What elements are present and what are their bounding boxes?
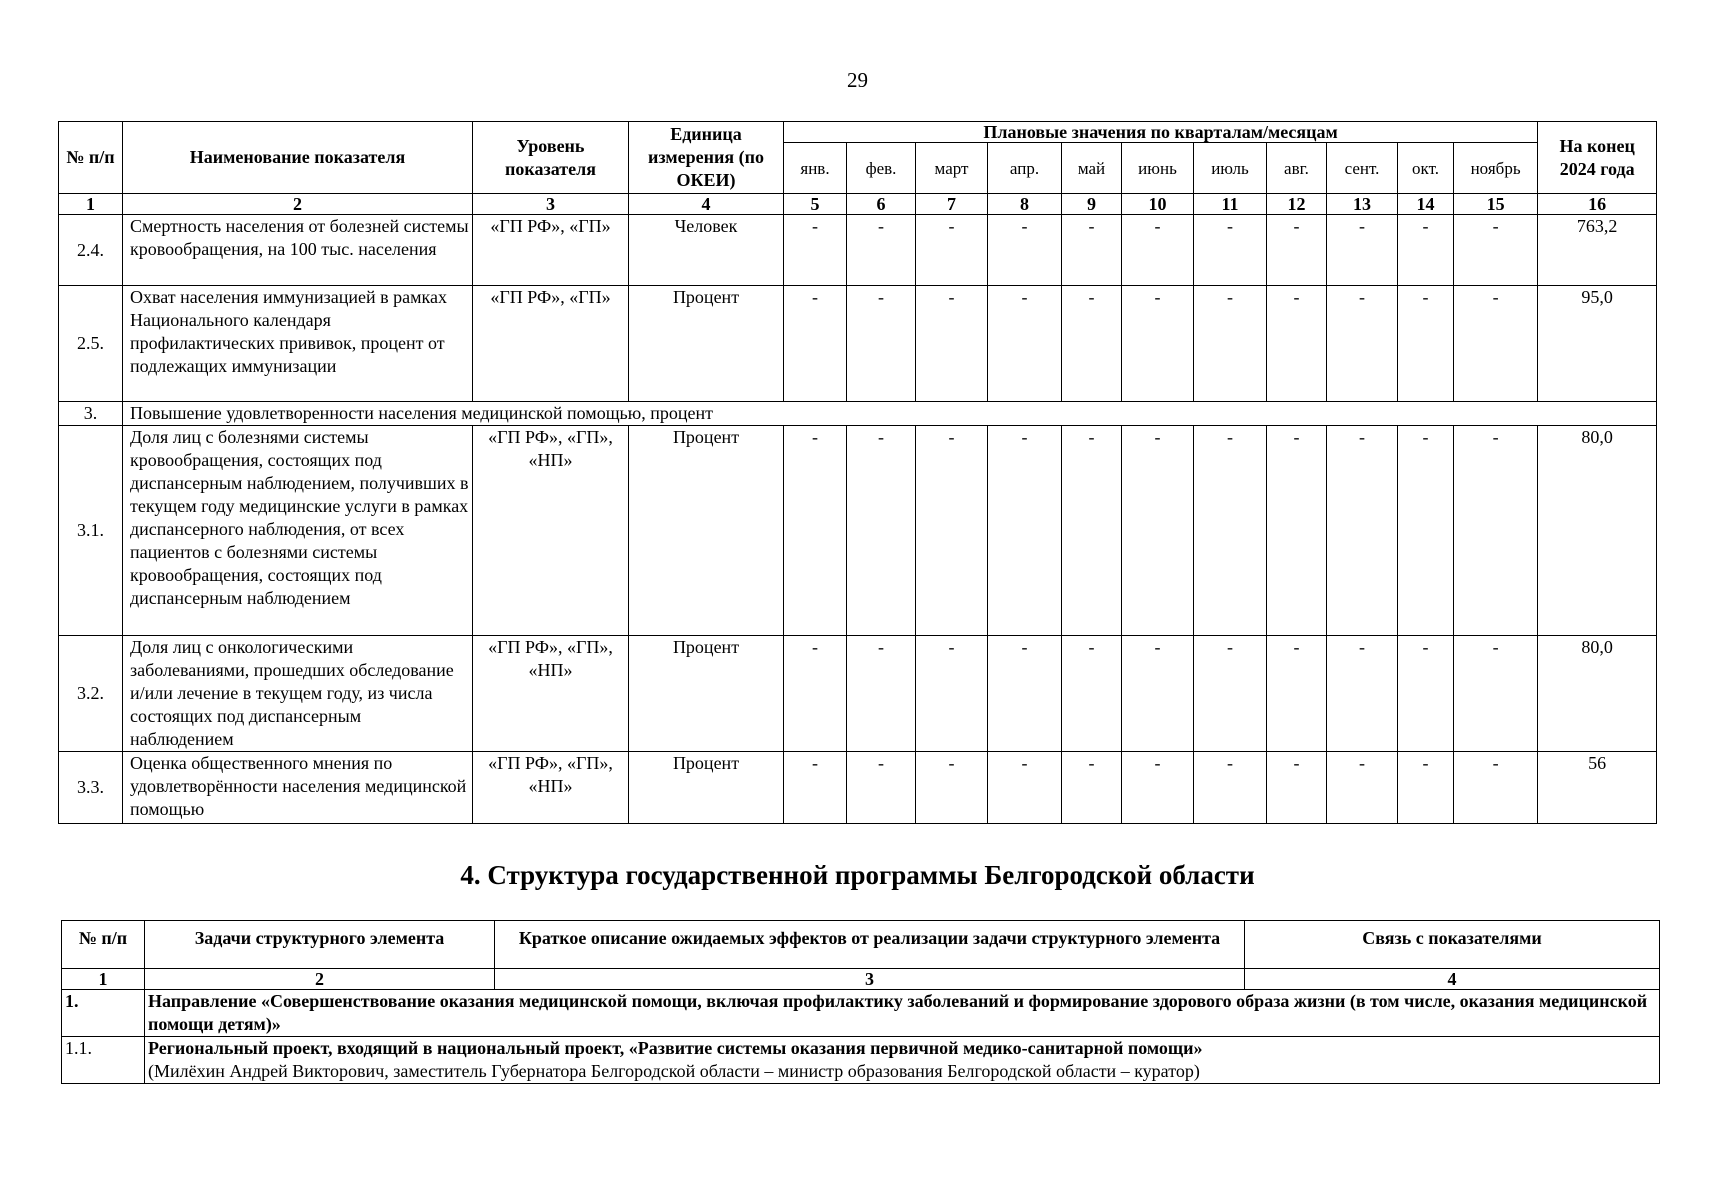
indicator-level: «ГП РФ», «ГП», «НП»	[473, 752, 629, 824]
row-number: 3.2.	[59, 636, 123, 752]
month-value: -	[847, 215, 916, 286]
month-value: -	[1454, 426, 1538, 636]
month-value: -	[916, 215, 988, 286]
column-numbers-row	[59, 194, 1657, 215]
month-value: -	[1267, 426, 1327, 636]
row-number: 1.	[62, 990, 145, 1037]
indicator-total: 80,0	[1538, 426, 1657, 636]
indicator-unit: Процент	[629, 426, 784, 636]
month-value: -	[1327, 215, 1398, 286]
indicator-level: «ГП РФ», «ГП», «НП»	[473, 426, 629, 636]
column-number: 6	[847, 194, 916, 215]
header-end: На конец 2024 года	[1538, 122, 1657, 194]
row-number: 2.5.	[59, 286, 123, 402]
month-value: -	[988, 636, 1062, 752]
indicator-level: «ГП РФ», «ГП»	[473, 215, 629, 286]
column-number: 11	[1194, 194, 1267, 215]
month-value: -	[1398, 752, 1454, 824]
table-row	[59, 752, 1657, 824]
column-number: 15	[1454, 194, 1538, 215]
column-number: 2	[145, 969, 495, 990]
month-value: -	[916, 286, 988, 402]
month-header: янв.	[784, 143, 847, 194]
month-value: -	[1062, 426, 1122, 636]
month-value: -	[1454, 636, 1538, 752]
table-row	[62, 1037, 1660, 1084]
indicator-unit: Процент	[629, 636, 784, 752]
indicators-table	[58, 121, 1657, 824]
month-value: -	[1454, 752, 1538, 824]
month-header: фев.	[847, 143, 916, 194]
column-number: 4	[629, 194, 784, 215]
column-number: 3	[473, 194, 629, 215]
month-value: -	[1194, 752, 1267, 824]
indicator-unit: Процент	[629, 752, 784, 824]
project-curator: (Милёхин Андрей Викторович, заместитель Губернатора Белгородской области – министр образования Белгородской области – куратор)	[148, 1061, 1200, 1081]
month-value: -	[1327, 426, 1398, 636]
month-value: -	[1194, 426, 1267, 636]
indicator-name: Смертность населения от болезней системы кровообращения, на 100 тыс. населения	[123, 215, 473, 286]
indicator-name: Доля лиц с болезнями системы кровообращения, состоящих под диспансерным наблюдением, получивших в текущем году медицинские услуги в рамках диспансерного наблюдения, от всех пациентов с болезнями системы кровообращения, состоящих под диспансерным наблюдением	[123, 426, 473, 636]
header-row	[62, 921, 1660, 969]
header-level: Уровень показателя	[473, 122, 629, 194]
month-value: -	[1327, 286, 1398, 402]
indicator-name: Охват населения иммунизацией в рамках Национального календаря профилактических прививок, процент от подлежащих иммунизации	[123, 286, 473, 402]
column-number: 8	[988, 194, 1062, 215]
header-description: Краткое описание ожидаемых эффектов от реализации задачи структурного элемента	[495, 921, 1245, 969]
month-value: -	[784, 426, 847, 636]
column-number: 1	[59, 194, 123, 215]
month-value: -	[916, 752, 988, 824]
month-value: -	[784, 215, 847, 286]
indicator-level: «ГП РФ», «ГП»	[473, 286, 629, 402]
header-tasks: Задачи структурного элемента	[145, 921, 495, 969]
column-numbers-row	[62, 969, 1660, 990]
indicator-name: Доля лиц с онкологическими заболеваниями, прошедших обследование и/или лечение в текущем году, из числа состоящих под диспансерным наблюдением	[123, 636, 473, 752]
header-num: № п/п	[59, 122, 123, 194]
month-value: -	[1122, 286, 1194, 402]
indicator-level: «ГП РФ», «ГП», «НП»	[473, 636, 629, 752]
table-row	[62, 990, 1660, 1037]
month-value: -	[1398, 286, 1454, 402]
header-name: Наименование показателя	[123, 122, 473, 194]
section-number: 3.	[59, 402, 123, 426]
indicator-total: 56	[1538, 752, 1657, 824]
header-row	[59, 122, 1657, 143]
month-value: -	[1122, 426, 1194, 636]
page-number: 29	[847, 68, 868, 92]
month-value: -	[1267, 752, 1327, 824]
month-value: -	[1327, 752, 1398, 824]
indicator-total: 95,0	[1538, 286, 1657, 402]
indicator-total: 763,2	[1538, 215, 1657, 286]
month-value: -	[784, 752, 847, 824]
month-value: -	[1398, 426, 1454, 636]
month-value: -	[988, 215, 1062, 286]
column-number: 9	[1062, 194, 1122, 215]
header-planned: Плановые значения по кварталам/месяцам	[784, 122, 1538, 143]
month-value: -	[1267, 636, 1327, 752]
column-number: 1	[62, 969, 145, 990]
row-number: 1.1.	[62, 1037, 145, 1084]
month-value: -	[1122, 215, 1194, 286]
header-link: Связь с показателями	[1245, 921, 1660, 969]
month-value: -	[1122, 636, 1194, 752]
header-unit: Единица измерения (по ОКЕИ)	[629, 122, 784, 194]
column-number: 5	[784, 194, 847, 215]
month-header: сент.	[1327, 143, 1398, 194]
indicator-total: 80,0	[1538, 636, 1657, 752]
month-header: апр.	[988, 143, 1062, 194]
month-value: -	[1454, 286, 1538, 402]
month-value: -	[1454, 215, 1538, 286]
row-number: 3.1.	[59, 426, 123, 636]
section-heading: 4. Структура государственной программы Белгородской области	[460, 860, 1255, 890]
month-header: окт.	[1398, 143, 1454, 194]
month-header: май	[1062, 143, 1122, 194]
month-value: -	[847, 636, 916, 752]
month-value: -	[1327, 636, 1398, 752]
month-value: -	[1194, 636, 1267, 752]
column-number: 10	[1122, 194, 1194, 215]
column-number: 13	[1327, 194, 1398, 215]
month-value: -	[1062, 286, 1122, 402]
direction-text: Направление «Совершенствование оказания медицинской помощи, включая профилактику заболеваний и формирование здорового образа жизни (в том числе, оказания медицинской помощи детям)»	[145, 990, 1660, 1037]
month-value: -	[916, 426, 988, 636]
table-row	[59, 286, 1657, 402]
month-value: -	[1062, 636, 1122, 752]
month-value: -	[784, 286, 847, 402]
month-value: -	[1398, 636, 1454, 752]
column-number: 4	[1245, 969, 1660, 990]
month-value: -	[1398, 215, 1454, 286]
project-title: Региональный проект, входящий в национальный проект, «Развитие системы оказания первичной медико-санитарной помощи»	[148, 1038, 1203, 1058]
month-value: -	[988, 286, 1062, 402]
month-header: июнь	[1122, 143, 1194, 194]
month-value: -	[988, 752, 1062, 824]
month-value: -	[988, 426, 1062, 636]
row-number: 2.4.	[59, 215, 123, 286]
section-title: Повышение удовлетворенности населения медицинской помощью, процент	[123, 402, 1657, 426]
month-value: -	[1194, 215, 1267, 286]
month-header: ноябрь	[1454, 143, 1538, 194]
month-value: -	[916, 636, 988, 752]
column-number: 2	[123, 194, 473, 215]
month-header: авг.	[1267, 143, 1327, 194]
month-value: -	[1122, 752, 1194, 824]
column-number: 12	[1267, 194, 1327, 215]
table-row	[59, 215, 1657, 286]
indicator-unit: Процент	[629, 286, 784, 402]
month-value: -	[847, 426, 916, 636]
month-value: -	[847, 752, 916, 824]
month-value: -	[1062, 752, 1122, 824]
project-cell	[145, 1037, 1660, 1084]
structure-table	[61, 920, 1660, 1084]
column-number: 7	[916, 194, 988, 215]
month-value: -	[1062, 215, 1122, 286]
indicator-name: Оценка общественного мнения по удовлетворённости населения медицинской помощью	[123, 752, 473, 824]
month-value: -	[847, 286, 916, 402]
row-number: 3.3.	[59, 752, 123, 824]
indicator-unit: Человек	[629, 215, 784, 286]
column-number: 3	[495, 969, 1245, 990]
column-number: 14	[1398, 194, 1454, 215]
column-number: 16	[1538, 194, 1657, 215]
month-header: июль	[1194, 143, 1267, 194]
table-row	[59, 636, 1657, 752]
header-num: № п/п	[62, 921, 145, 969]
month-value: -	[1267, 286, 1327, 402]
table-row	[59, 426, 1657, 636]
month-value: -	[784, 636, 847, 752]
section-row	[59, 402, 1657, 426]
month-value: -	[1194, 286, 1267, 402]
month-header: март	[916, 143, 988, 194]
month-value: -	[1267, 215, 1327, 286]
